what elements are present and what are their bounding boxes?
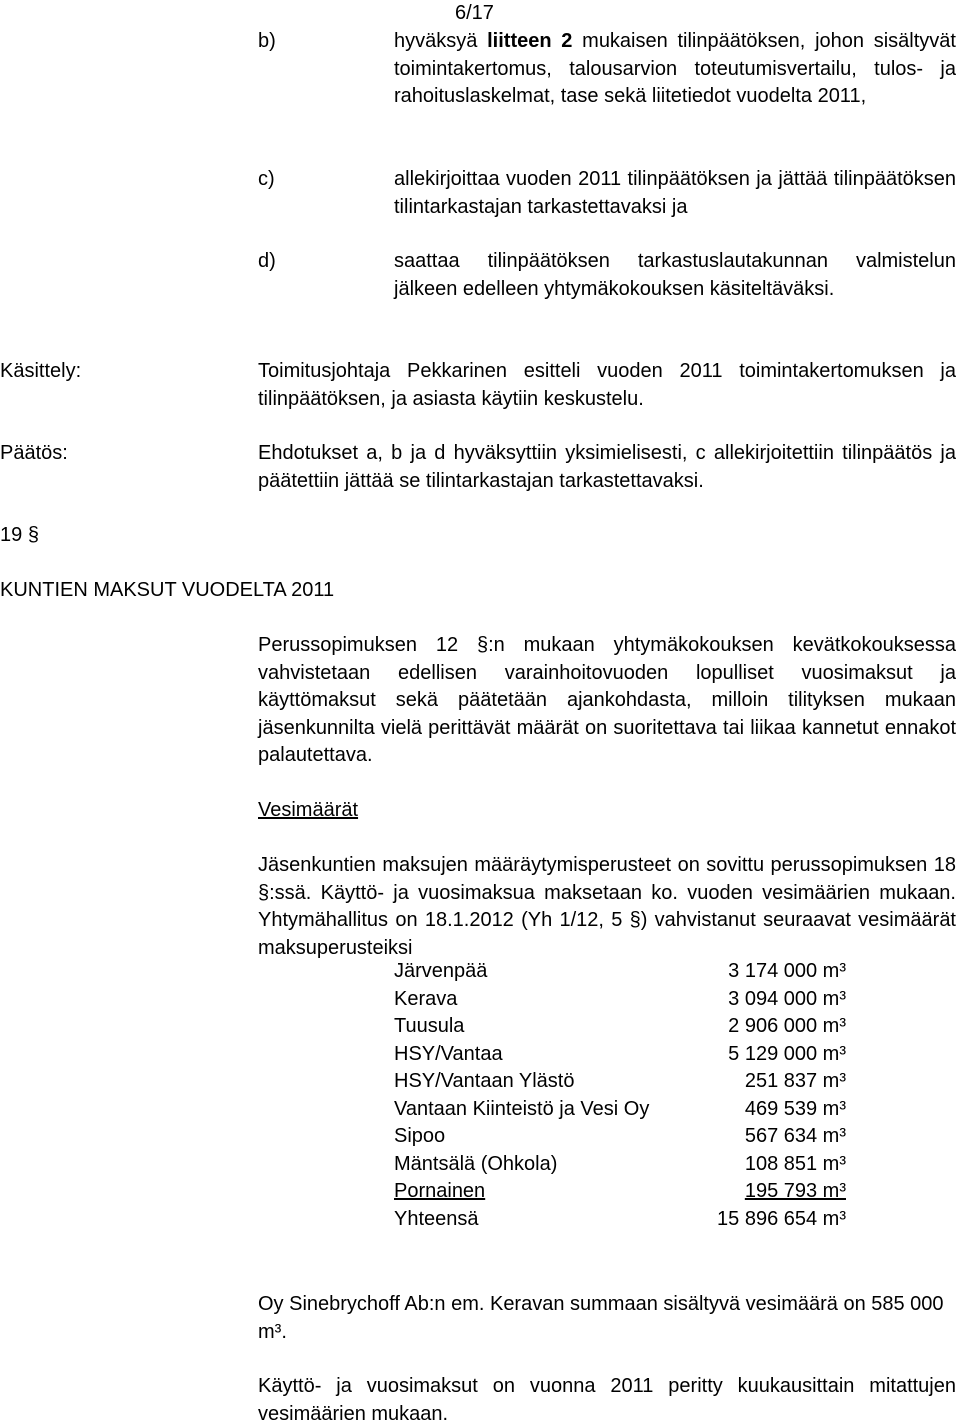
paatos-label: Päätös: xyxy=(0,442,68,464)
municipality-name: Sipoo xyxy=(394,1125,446,1147)
item-b-text-end: mukaisen tilinpäätöksen, johon sisältyvät toimintakertomus, talousarvion toteutumisvertailu, tulos- ja rahoituslaskelmat, tase sekä liitetiedot vuodelta 2011, xyxy=(394,30,956,107)
municipality-name: Mäntsälä (Ohkola) xyxy=(394,1152,558,1175)
water-volume: 251 837 m³ xyxy=(744,1070,846,1092)
water-volume: 195 793 m³ xyxy=(744,1180,846,1202)
municipality-name: Pornainen xyxy=(394,1180,486,1202)
table-row xyxy=(394,1041,846,1069)
table-row xyxy=(394,1068,846,1096)
municipality-name: Järvenpää xyxy=(394,960,488,982)
municipality-name: Kerava xyxy=(394,987,458,1010)
kasittely-label: Käsittely: xyxy=(0,360,82,382)
item-b-bold-ref: liitteen 2 xyxy=(487,30,573,52)
table-row xyxy=(394,986,846,1014)
water-volume: 2 906 000 m³ xyxy=(728,1015,846,1037)
section-number xyxy=(0,522,39,550)
kasittely-text: Toimitusjohtaja Pekkarinen esitteli vuoden 2011 toimintakertomuksen ja tilinpäätöksen, ja asiasta käytiin keskustelu. xyxy=(258,360,956,410)
table-row xyxy=(394,1013,846,1041)
municipality-name: Vantaan Kiinteistö ja Vesi Oy xyxy=(394,1097,650,1120)
water-volume: 3 174 000 m³ xyxy=(728,960,846,982)
water-volume: 108 851 m³ xyxy=(744,1152,846,1175)
table-row xyxy=(394,1123,846,1151)
water-volume: 3 094 000 m³ xyxy=(728,987,846,1010)
water-volume: 469 539 m³ xyxy=(744,1097,846,1120)
page-number: 6/17 xyxy=(455,2,494,24)
item-letter-b: b) xyxy=(258,30,276,52)
table-total-row xyxy=(394,1206,846,1234)
section-title: KUNTIEN MAKSUT VUODELTA 2011 xyxy=(0,579,335,601)
section-number-value: 19 xyxy=(0,524,23,546)
paatos-text: Ehdotukset a, b ja d hyväksyttiin yksimielisesti, c allekirjoitettiin tilinpäätös ja päätettiin jättää se tilintarkastajan tarkastettavaksi. xyxy=(258,442,956,492)
subheading-vesimaarat: Vesimäärät xyxy=(258,799,359,821)
water-volume: 567 634 m³ xyxy=(744,1125,846,1147)
section-symbol: § xyxy=(27,524,39,546)
municipality-name: HSY/Vantaan Ylästö xyxy=(394,1070,575,1092)
table-row xyxy=(394,958,846,986)
total-volume: 15 896 654 m³ xyxy=(717,1207,846,1230)
intro-paragraph: Perussopimuksen 12 §:n mukaan yhtymäkokouksen kevätkokouksessa vahvistetaan edellisen varainhoitovuoden lopulliset vuosimaksut ja käyttömaksut sekä päätetään ajankohdasta, milloin tilityksen mukaan jäsenkunnilta vielä perittävät määrät on suoritettava tai liikaa kannetut ennakot palautettava. xyxy=(258,634,956,766)
table-row xyxy=(394,1151,846,1179)
water-volume-table xyxy=(394,958,846,1233)
note-paragraph: Oy Sinebrychoff Ab:n em. Keravan summaan sisältyvä vesimäärä on 585 000 m³. xyxy=(258,1293,944,1343)
item-text-d: saattaa tilinpäätöksen tarkastuslautakunnan valmistelun jälkeen edelleen yhtymäkokouksen käsiteltäväksi. xyxy=(394,250,956,300)
table-row xyxy=(394,1096,846,1124)
municipality-name: HSY/Vantaa xyxy=(394,1042,503,1065)
item-letter-d: d) xyxy=(258,250,276,272)
water-paragraph: Jäsenkuntien maksujen määräytymisperusteet on sovittu perussopimuksen 18 §:ssä. Käyttö- ja vuosimaksua maksetaan ko. vuoden vesimäärien mukaan. Yhtymähallitus on 18.1.2012 (Yh 1/12, 5 §) vahvistanut seuraavat vesimäärät maksuperusteiksi xyxy=(258,854,956,959)
table-row xyxy=(394,1178,846,1206)
total-label: Yhteensä xyxy=(394,1207,479,1230)
last-paragraph: Käyttö- ja vuosimaksut on vuonna 2011 peritty kuukausittain mitattujen vesimäärien mukaan. xyxy=(258,1375,956,1425)
item-text-b xyxy=(394,28,956,111)
item-b-text-start: hyväksyä xyxy=(394,30,488,52)
item-text-c: allekirjoittaa vuoden 2011 tilinpäätöksen ja jättää tilinpäätöksen tilintarkastajan tarkastettavaksi ja xyxy=(394,168,956,218)
municipality-name: Tuusula xyxy=(394,1015,465,1037)
water-volume: 5 129 000 m³ xyxy=(728,1042,846,1065)
item-letter-c: c) xyxy=(258,168,275,190)
